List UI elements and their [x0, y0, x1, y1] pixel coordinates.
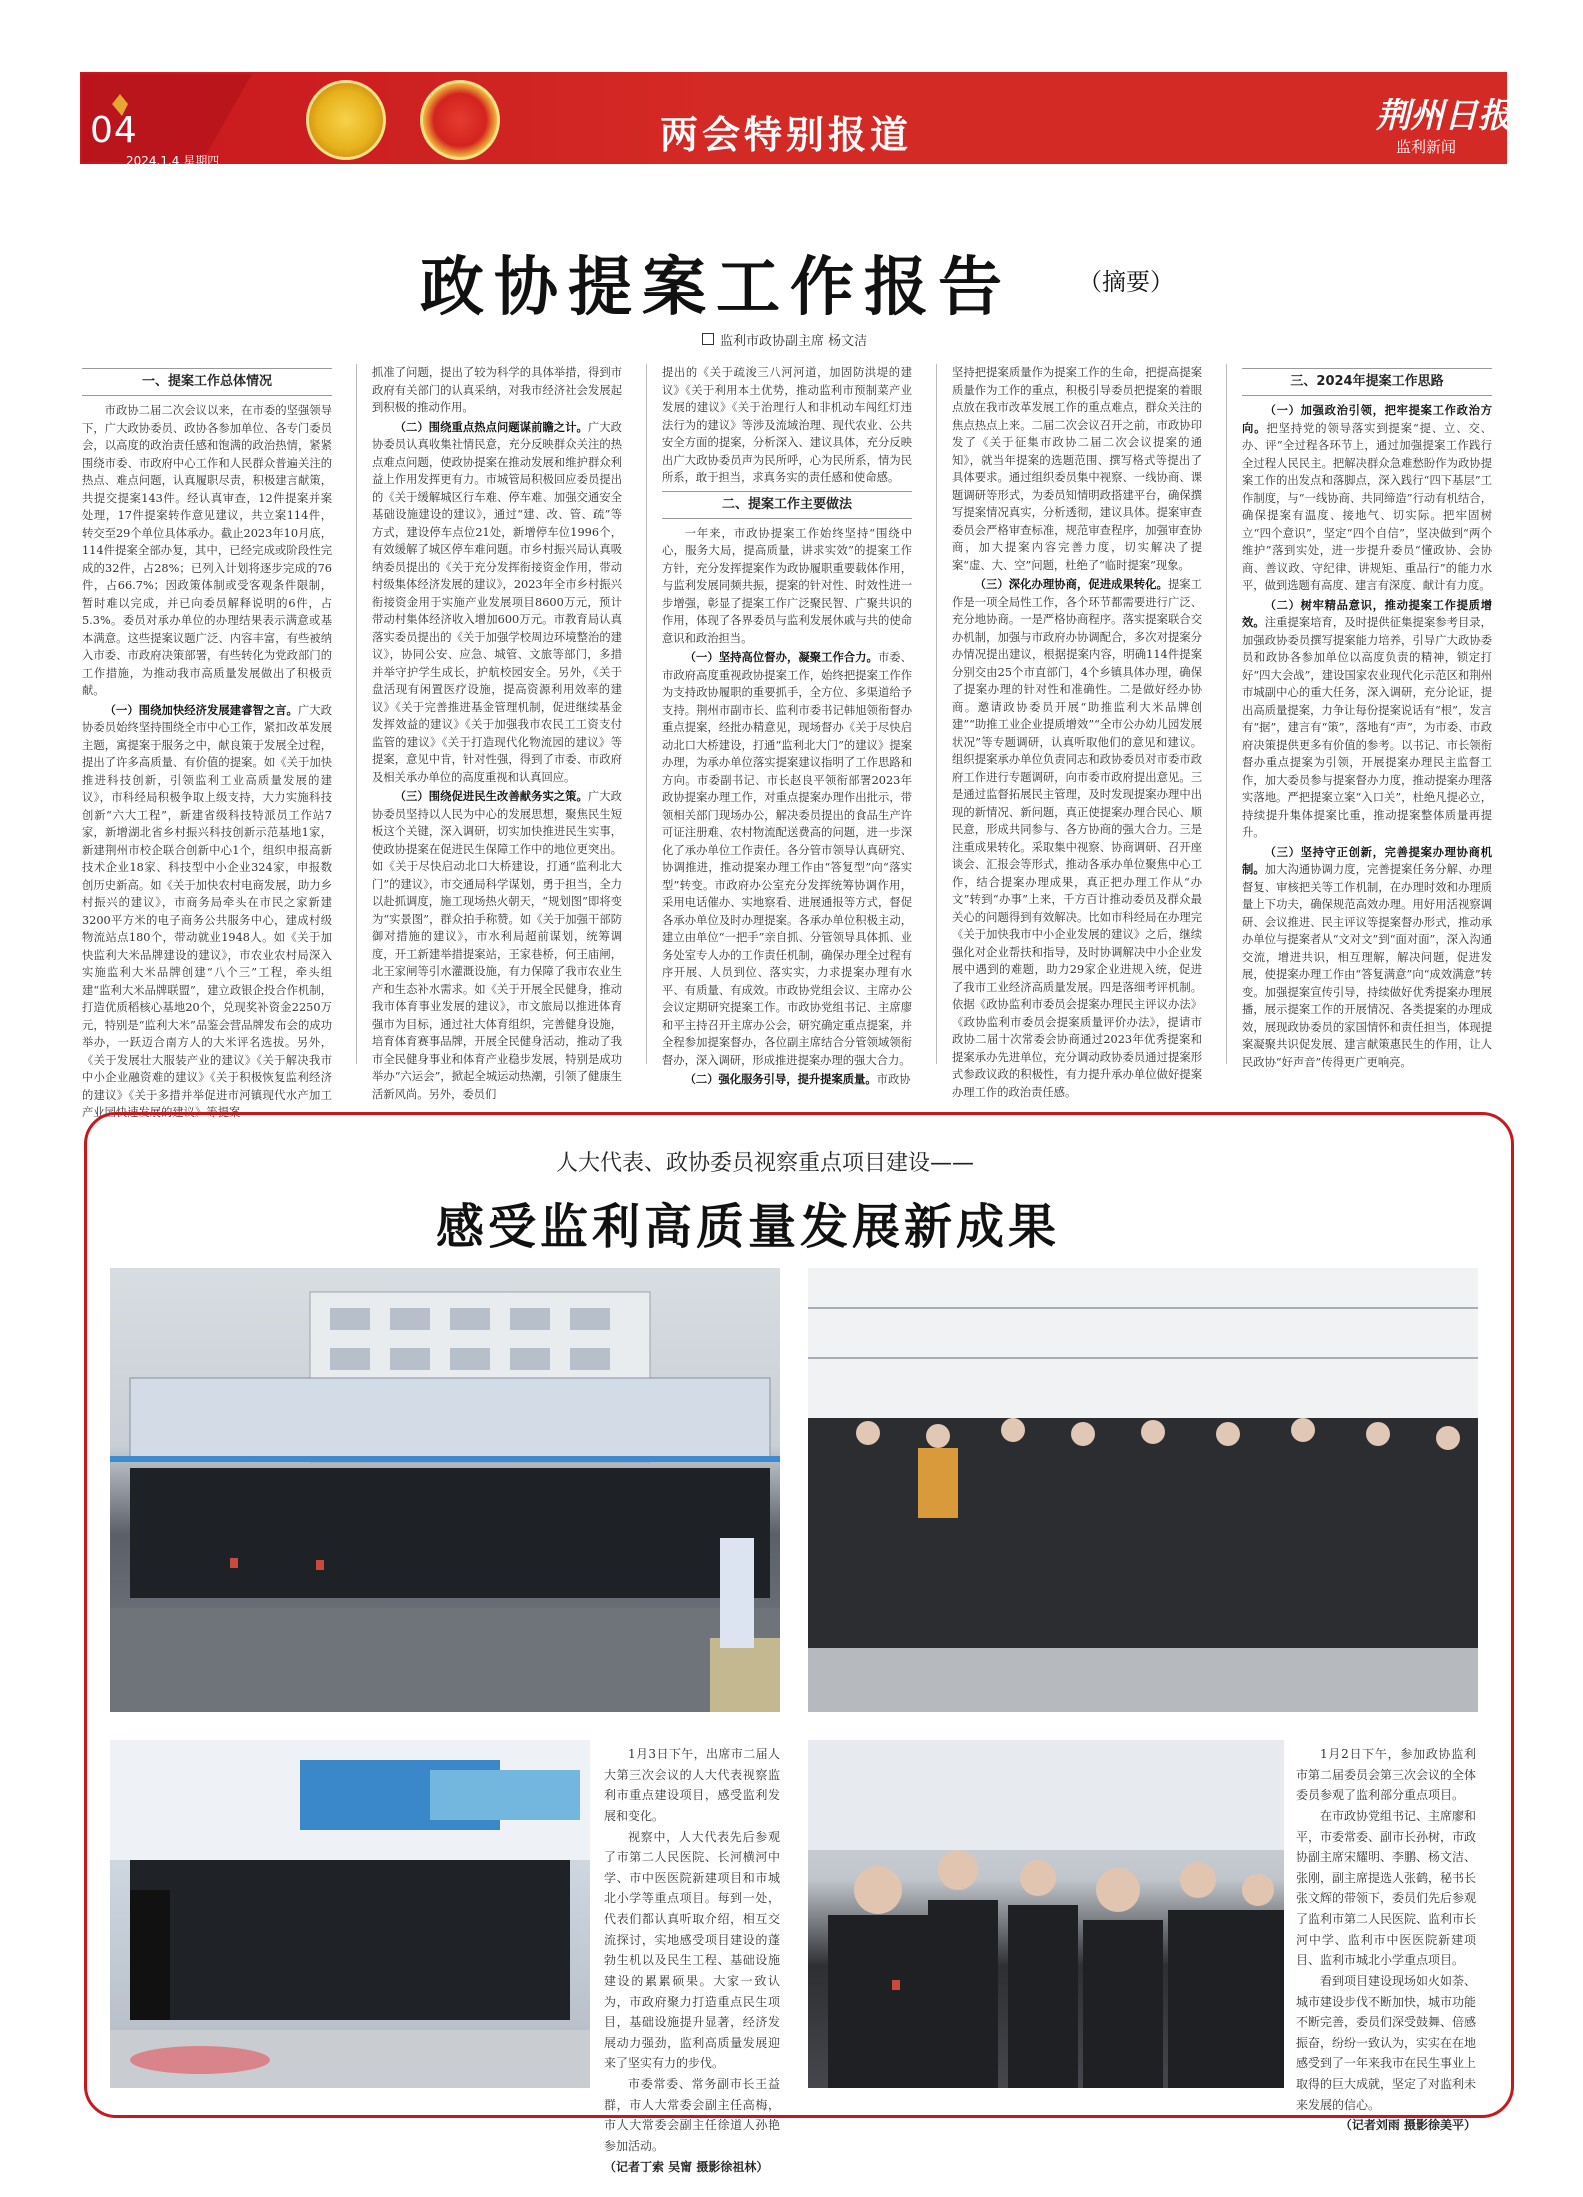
paragraph-text: 加大沟通协调力度，完善提案任务分解、办理督复、审核把关等工作机制，在办理时效和办理质量上下功夫，确保规范高效办理。用好用活视察调研、会议推进、民主评议等提案督办形式，推动承办单位与提案者从“文对文”到“面对面”，深入沟通交流，增进共识，相互理解，解决问题，促进发展，使提案办理工作由“答复满意”向“成效满意”转变。加强提案宣传引导，持续做好优秀提案办理展播，展示提案工作的开展情况、各类提案的办理成效，展现政协委员的家国情怀和责任担当，体现提案凝聚共识促发展、建言献策惠民生的作用，让人民政协“好声音”传得更广更响亮。	[1242, 863, 1492, 1069]
paragraph: 提出的《关于疏浚三八河河道，加固防洪堤的建议》《关于利用本土优势，推动监利市预制菜产业发展的建议》《关于治理行人和非机动车闯红灯违法行为的建议》等涉及流域治理、现代农业、公共安全方面的提案，分析深入、建议具体，充分反映出广大政协委员声为民所呼，心为民所系，情为民所系，敢于担当，求真务实的责任感和使命感。	[662, 366, 912, 484]
newspaper-logo: 荆州日报	[1376, 96, 1512, 136]
paragraph-text: 注重提案培育，及时提供征集提案参考目录，加强政协委员撰写提案能力培养，引导广大政协委员和政协各参加单位以高度负责的精神，锁定打好“四大会战”，建设国家农业现代化示范区和荆州市城副中心的重大任务，深入调研，充分论证，提出高质量提案，力争让每份提案说话有“根”，发言有“据”，建言有“策”，落地有“声”，为市委、市政府决策提供更多有价值的参考。以书记、市长领衔督办重点提案为引领，开展提案办理民主监督工作，加大委员参与提案督办力度，推动提案办理落实落地。严把提案立案“入口关”，杜绝凡提必立，持续提升集体提案比重，推动提案整体质量再提升。	[1242, 616, 1492, 840]
photo-members-closeup	[808, 1740, 1284, 2088]
paragraph	[952, 576, 1202, 1101]
photo-delegates-site-visit	[110, 1268, 780, 1712]
subheading: （三）坚持守正创新，完善提案办理协商机制。	[1242, 844, 1492, 877]
paragraph	[372, 788, 622, 1103]
section-heading: 一、提案工作总体情况	[82, 368, 332, 396]
paragraph	[1242, 402, 1492, 595]
caption-paragraph: 1月2日下午，参加政协监利市第二届委员会第三次会议的全体委员参观了监利部分重点项目。	[1296, 1747, 1477, 1803]
subheading: （一）坚持高位督办，凝聚工作合力。	[684, 650, 878, 665]
page-number: 04	[90, 110, 138, 151]
caption-paragraph: 在市政协党组书记、主席廖和平，市委常委、副市长孙树，市政协副主席宋耀明、李鹏、杨文洁、张刚，副主席提选人张鹤，秘书长张文辉的带领下，委员们先后参观了监利市第二人民医院、监利市长河中学、监利市中医医院新建项目、监利市城北小学重点项目。	[1296, 1808, 1477, 1968]
paragraph	[82, 702, 332, 1122]
paragraph	[372, 419, 622, 787]
paragraph: 坚持把提案质量作为提案工作的生命，把提高提案质量作为工作的重点，积极引导委员把提案的着眼点放在我市改革发展工作的重点难点，群众关注的焦点热点上来。二届二次会议召开之前，市政协印发了《关于征集市政协二届二次会议提案的通知》，就当年提案的选题范围、撰写格式等提出了具体要求。通过组织委员集中视察、一线协商、课题调研等形式，为委员知情明政搭建平台，确保撰写提案情况真实，分析透彻，建议具体。提案审查委员会严格审查标准，规范审查程序，加强审查协商，加大提案内容完善力度，切实解决了提案“虚、大、空”问题，杜绝了“临时提案”现象。	[952, 366, 1202, 572]
report-column-2	[372, 364, 622, 1105]
column-divider	[936, 364, 937, 1064]
subheading: （三）深化办理协商，促进成果转化。	[974, 577, 1168, 591]
photo-credit: （记者丁索 吴甯 摄影徐祖林）	[604, 2159, 769, 2174]
report-byline: 监利市政协副主席 杨文洁	[720, 334, 868, 349]
caption-paragraph: 视察中，人大代表先后参观了市第二人民医院、长河横河中学、市中医医院新建项目和市城北小学等重点项目。每到一处，代表们都认真听取介绍，相互交流探讨，实地感受项目建设的蓬勃生机以及民生工程、基础设施建设的累累硕果。大家一致认为，市政府聚力打造重点民生项目，基础设施提升显著，经济发展动力强劲，监利高质量发展迎来了坚实有力的步伐。	[604, 1829, 780, 2071]
column-divider	[646, 364, 647, 1064]
paragraph	[662, 1071, 912, 1089]
paragraph	[1242, 597, 1492, 842]
photo-delegates-hospital-visit	[110, 1740, 590, 2088]
paragraph	[662, 649, 912, 1069]
paragraph-text: 广大政协委员坚持以人民为中心的发展思想，聚焦民生短板这个关键，深入调研，切实加快推进民生实事，使政协提案在促进民生保障工作中的地位更突出。如《关于尽快启动北口大桥建设，打通“监利北大门”的建议》，市交通局科学谋划，勇于担当，全力以赴抓调度，施工现场热火朝天，“规划图”即将变为“实景图”，群众拍手称赞。如《关于加强干部防御对措施的建议》，市水利局超前谋划，统筹调度，开工新建举措提案站，王家巷桥，何王庙闸，北王家闸等引水灌溉设施，有力保障了我市农业生产和生态补水需求。如《关于开展全民健身，推动我市体育事业发展的建议》，市文旅局以推进体育强市为目标，通过社大体育组织，完善健身设施，培育体育赛事品牌，开展全民健身活动，推动了我市全民健身事业和体育产业稳步发展，特别是成功举办“六运会”，掀起全城运动热潮，引领了健康生活新风尚。另外，委员们	[372, 790, 622, 1101]
subheading: （二）围绕重点热点问题谋前瞻之计。	[394, 419, 588, 434]
art-editor: 美术编辑：万 彬	[126, 170, 214, 184]
paragraph: 抓准了问题，提出了较为科学的具体举措，得到市政府有关部门的认真采纳，对我市经济社会发展起到积极的推动作用。	[372, 366, 622, 414]
report-column-1	[82, 364, 332, 1124]
caption-paragraph: 市委常委、常务副市长王益群，市人大常委会副主任高梅，市人大常委会副主任徐道人孙艳参加活动。	[604, 2077, 780, 2153]
paragraph	[1242, 844, 1492, 1072]
paragraph-text: 市政协	[876, 1073, 911, 1087]
report-column-3	[662, 364, 912, 1091]
subheading: （二）强化服务引导，提升提案质量。	[684, 1072, 877, 1087]
photo-caption-delegates	[604, 1744, 780, 2177]
paragraph-text: 市委、市政府高度重视政协提案工作，始终把提案工作作为支持政协履职的重要抓手，全方位、多渠道给予支持。荆州市副市长、监利市委书记韩旭领衔督办重点提案，经批办精意见，现场督办《关于尽快启动北口大桥建设，打通“监利北大门”的建议》提案办理，为承办单位落实提案建议指明了工作思路和方向。市委副书记、市长赵良平领衔部署2023年政协提案办理工作，对重点提案办理作出批示，带领相关部门现场办公，解决委员提出的食品生产许可证注册难、农村物流配送费高的问题，进一步深化了承办单位工作责任。各分管市领导认真研究、协调推进，推动提案办理工作由“答复型”向“落实型”转变。市政府办公室充分发挥统筹协调作用，采用电话催办、实地察看、进展通报等方式，督促各承办单位及时办理提案。各承办单位积极主动，建立由单位“一把手”亲自抓、分管领导具体抓、业务处室专人办的工作责任机制，确保办理全过程有序开展、人员到位、落实实，力求提案办理有水平、有质量、有成效。市政协党组会议、主席办公会议定期研究提案工作。市政协党组书记、主席廖和平主持召开主席办公会，研究确定重点提案，并全程参加提案督办，各位副主席结合分管领域领衔督办，深入调研，形成推进提案办理的强大合力。	[662, 651, 912, 1067]
section-title: 两会特别报道	[660, 113, 913, 157]
cppcc-emblem-icon	[420, 80, 500, 160]
byline-box-icon	[702, 333, 714, 345]
photo-caption-members	[1296, 1744, 1476, 2136]
national-emblem-icon	[306, 80, 386, 160]
special-title: 感受监利高质量发展新成果	[436, 1199, 1061, 1255]
report-column-4	[952, 364, 1202, 1103]
caption-paragraph: 1月3日下午，出席市二届人大第三次会议的人大代表视察监利市重点建设项目，感受监利发展和变化。	[604, 1747, 780, 1823]
edition-name: 监利新闻	[1396, 138, 1457, 156]
photo-members-hall-visit	[808, 1268, 1478, 1712]
special-kicker: 人大代表、政协委员视察重点项目建设——	[556, 1151, 975, 1176]
subheading: （三）围绕促进民生改善献务实之策。	[394, 789, 588, 803]
subheading: （一）加强政治引领，把牢提案工作政治方向。	[1242, 403, 1492, 435]
section-heading: 三、2024年提案工作思路	[1242, 368, 1492, 396]
subheading: （二）树牢精品意识，推动提案工作提质增效。	[1242, 597, 1492, 630]
column-divider	[1226, 364, 1227, 1064]
paragraph-text: 广大政协委员认真收集社情民意，充分反映群众关注的热点难点问题，使政协提案在推动发展和维护群众利益上作用发挥更有力。市城管局积极回应委员提出的《关于缓解城区行车难、停车难、加强交通安全基础设施建设的建议》，通过“建、改、管、疏”等方式，建设停车点位21处，新增停车位1996个，有效缓解了城区停车难问题。市乡村振兴局认真吸纳委员提出的《关于充分发挥衔接资金作用，带动村级集体经济发展的建议》，2023年全市乡村振兴衔接资金用于实施产业发展项目8600万元，预计带动村集体经济收入增加600万元。市教育局认真落实委员提出的《关于加强学校周边环境整治的建议》，协同公安、应急、城管、文旅等部门，多措并举守护学生成长，护航校园安全。另外，《关于盘活现有闲置医疗设施，提高资源利用效率的建议》《关于完善推进基金管理机制，促进继续基金发挥效益的建议》《关于加强我市农民工工资支付监管的建议》《关于打造现代化物流园的建议》等提案，意见中肯，针对性强，得到了市委、市政府及相关承办单位的高度重视和认真回应。	[372, 420, 622, 784]
issue-date: 2024.1.4 星期四	[126, 154, 220, 168]
section-heading: 二、提案工作主要做法	[662, 491, 912, 519]
paragraph-text: 广大政协委员始终坚持围绕全市中心工作，紧扣改革发展主题，寓提案于服务之中，献良策于发展全过程，提出了许多高质量、有价值的提案。如《关于加快推进科技创新，引领监利工业高质量发展的建议》，市科经局积极争取上级支持，大力实施科技创新“六大工程”，新建省级科技特派员工作站7家，新增湖北省乡村振兴科技创新示范基地1家，新建荆州市校企联合创新中心1个，组织申报高新技术企业18家、科技型中小企业324家，申报数创历史新高。如《关于加快农村电商发展，助力乡村振兴的建议》，市商务局牵头在市民之家新建3200平方米的电子商务公共服务中心，建成村级物流站点180个，带动就业1948人。如《关于加快监利大米品牌建设的建议》，市农业农村局深入实施监利大米品牌创建“八个三”工程，牵头组建“监利大米品牌联盟”，建立政银企投合作机制，打造优质稻核心基地20个，兑现奖补资金2250万元，特别是“监利大米”品鉴会营品牌发布会的成功举办，一跃迈合南方人的大米评名选拔。另外，《关于发展壮大服装产业的建议》《关于解决我市中小企业融资难的建议》《关于积极恢复监利经济的建议》《关于多措并举促进市河镇现代水产加工产业园快速发展的建议》等提案	[82, 703, 332, 1120]
caption-paragraph: 看到项目建设现场如火如荼、城市建设步伐不断加快，城市功能不断完善，委员们深受鼓舞、倍感振奋，纷纷一致认为，实实在在地感受到了一年来我市在民生事业上取得的巨大成就，坚定了对监利未来发展的信心。	[1296, 1973, 1477, 2112]
column-divider	[356, 364, 357, 1064]
photo-credit: （记者刘雨 摄影徐美平）	[1339, 2118, 1476, 2133]
paragraph-text: 提案工作是一项全局性工作，各个环节都需要进行广泛、充分地协商。一是严格协商程序。落实提案联合交办机制，加强与市政府办协调配合，多次对提案分办情况提出建议，根据提案内容，明确114件提案分别交由25个市直部门，4个乡镇具体办理，确保了提案办理的针对性和准确性。二是做好经办协商。邀请政协委员开展“助推监利大米品牌创建”“助推工业企业提质增效”“全市公办幼儿园发展状况”等专题调研，认真听取他们的意见和建议。组织提案承办单位负责同志和政协委员对市委市政府工作进行专题调研，向市委市政府提出意见。三是通过监督拓展民主管理，及时发现提案办理中出现的新情况、新问题，真正使提案办理合民心、顺民意，形成共同参与、各方协商的强大合力。三是注重成果转化。采取集中视察、协商调研、召开座谈会、汇报会等形式，推动各承办单位聚焦中心工作，结合提案办理成果，真正把办理工作从“办文”转到“办事”上来，千方百计推动委员及群众最关心的问题得到有效解决。比如市科经局在办理完《关于加快我市中小企业发展的建议》之后，继续强化对企业帮扶和指导，及时协调解决中小企业发展中遇到的难题，助力29家企业进规入统，促进了我市工业经济高质量发展。四是落细考评机制。依据《政协监利市委员会提案办理民主评议办法》《政协监利市委员会提案质量评价办法》，提请市政协二届十次常委会协商通过2023年优秀提案和提案承办先进单位，充分调动政协委员通过提案形式参政议政的积极性，有力提升承办单位做好提案办理工作的政治责任感。	[952, 578, 1202, 1099]
paragraph-text: 把坚持党的领导落实到提案“提、立、交、办、评”全过程各环节上，通过加强提案工作践行全过程人民民主。把解决群众急难愁盼作为政协提案工作的出发点和落脚点，深入践行“四下基层”工作制度，与“一线协商、共同缔造”行动有机结合，确保提案有温度、接地气、切实际。把牢固树立“四个意识”，坚定“四个自信”，坚决做到“两个维护”落到实处，进一步提升委员“懂政协、会协商、善议政、守纪律、讲规矩、重品行”的能力水平，做到选题有高度、建言有深度、献计有力度。	[1242, 421, 1492, 593]
report-column-5	[1242, 364, 1492, 1073]
report-headline-suffix: （摘要）	[1078, 268, 1174, 296]
report-headline: 政协提案工作报告	[420, 251, 1012, 325]
paragraph: 一年来，市政协提案工作始终坚持“围绕中心，服务大局，提高质量，讲求实效”的提案工作方针，充分发挥提案作为政协履职重要载体作用，与监利发展同频共振，提案的针对性、时效性进一步增强，彰显了提案工作广泛聚民智、广聚共识的作用，体现了各界委员与监利发展休戚与共的使命意识和政治担当。	[662, 526, 912, 645]
paragraph: 市政协二届二次会议以来，在市委的坚强领导下，广大政协委员、政协各参加单位、各专门委员会，以高度的政治责任感和饱满的政治热情，紧紧围绕市委、市政府中心工作和人民群众普遍关注的热点、难点问题，认真履职尽责，积极建言献策，共提交提案143件。经认真审查，12件提案并案处理，17件提案转作意见建议，共立案114件，转交至29个单位具体承办。截止2023年10月底，114件提案全部办复，其中，已经完成或阶段性完成的32件，占28%；已列入计划将逐步完成的76件，占66.7%；因政策体制或受客观条件限制，暂时难以完成，并已向委员解释说明的6件，占5.3%。委员对承办单位的办理结果表示满意或基本满意。这些提案议题广泛、内容丰富，有些被纳入市委、市政府决策部署，有些转化为党政部门的工作措施，为推动我市高质量发展做出了积极贡献。	[82, 404, 332, 698]
subheading: （一）围绕加快经济发展建睿智之言。	[104, 702, 298, 717]
